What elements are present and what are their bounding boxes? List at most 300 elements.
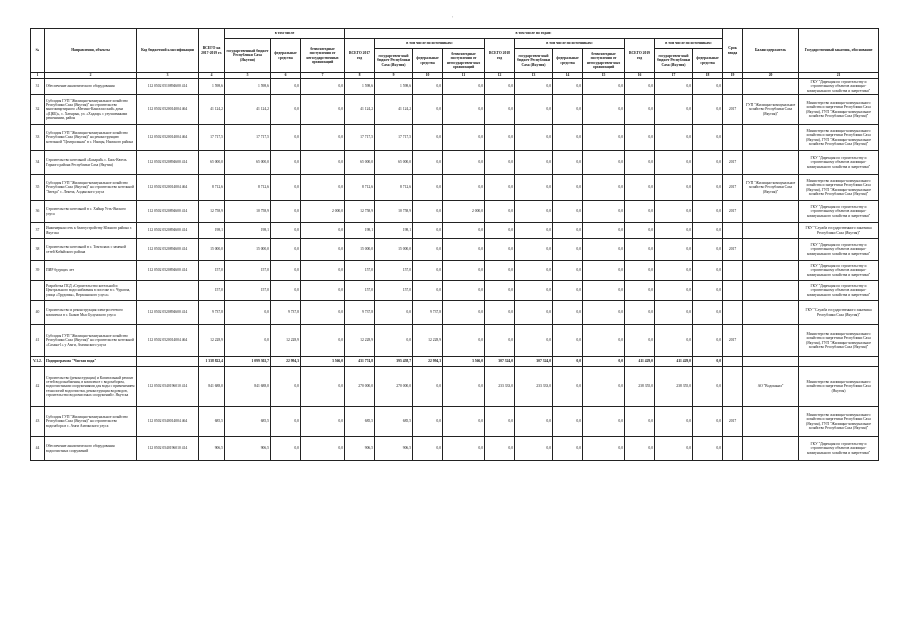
group-2019-sources: в том числе по источникам: (655, 39, 723, 49)
row-2019-total: 0,0 (625, 223, 655, 239)
col-number-cell: 21 (799, 73, 879, 79)
row-2018-state: 0,0 (515, 95, 553, 125)
row-total: 157,0 (199, 281, 225, 301)
row-srok: 2017 (723, 407, 743, 437)
row-2018-federal: 0,0 (553, 175, 583, 201)
row-balance-holder (743, 125, 799, 151)
row-2017-federal: 0,0 (413, 239, 443, 261)
col-number-cell: 7 (301, 73, 345, 79)
row-balance-holder (743, 437, 799, 461)
row-customer: Министерство жилищно-коммунального хозяйства и энергетики Республики Саха (Якутия), ГУП "Жилищно-коммунальное хозяйство Республики Саха (Якутия)" (799, 175, 879, 201)
row-balance-holder (743, 357, 799, 367)
row-2017-nongov: 0,0 (443, 151, 485, 175)
row-srok (723, 367, 743, 407)
col-number-cell: 13 (515, 73, 553, 79)
col-number-cell: 14 (553, 73, 583, 79)
row-state-budget: 157,0 (225, 261, 271, 281)
row-2018-federal: 0,0 (553, 367, 583, 407)
table-row (31, 239, 879, 261)
row-kbk: 112 0502 0520014004 464 (137, 125, 199, 151)
row-srok (723, 437, 743, 461)
row-number (31, 281, 45, 301)
row-name: Разработка ПСД «Строительство котельной и Центрального водоснабжения в поселке в с. Чурапча, улица «Трудовая», Верхоянского улуса» (45, 281, 137, 301)
row-2018-total: 0,0 (485, 175, 515, 201)
row-2018-federal: 0,0 (553, 281, 583, 301)
col-kbk: Код бюджетной классификации (137, 29, 199, 73)
table-row (31, 261, 879, 281)
row-total: 12 228,9 (199, 325, 225, 357)
row-kbk: 112 0502 0540196010 414 (137, 367, 199, 407)
row-2018-state: 0,0 (515, 281, 553, 301)
row-2018-total: 0,0 (485, 407, 515, 437)
row-2018-state: 0,0 (515, 79, 553, 95)
row-number: 34 (31, 151, 45, 175)
row-2017-nongov: 0,0 (443, 79, 485, 95)
row-2019-state: 0,0 (655, 125, 693, 151)
col-2018-federal: федеральные средства (553, 49, 583, 73)
row-2017-total: 157,0 (345, 261, 375, 281)
row-2019-federal: 0,0 (693, 367, 723, 407)
row-2017-federal: 0,0 (413, 125, 443, 151)
row-2017-nongov: 0,0 (443, 281, 485, 301)
table-row (31, 151, 879, 175)
col-2019-federal: федеральные средства (693, 49, 723, 73)
row-srok (723, 223, 743, 239)
row-2019-total: 0,0 (625, 201, 655, 223)
row-2018-nongov: 0,0 (583, 301, 625, 325)
col-number-cell: 10 (413, 73, 443, 79)
row-number: 44 (31, 437, 45, 461)
row-kbk: 112 0502 0520014004 464 (137, 325, 199, 357)
row-balance-holder (743, 223, 799, 239)
row-balance-holder: АО "Водоканал" (743, 367, 799, 407)
row-state-budget: 17 717,5 (225, 125, 271, 151)
row-2017-nongov: 0,0 (443, 239, 485, 261)
col-number-cell: 3 (137, 73, 199, 79)
row-balance-holder (743, 261, 799, 281)
row-2017-total: 41 124,2 (345, 95, 375, 125)
row-name: Подпрограмма "Чистая вода" (45, 357, 137, 367)
row-nongov: 3 566,0 (301, 357, 345, 367)
row-customer: ГКУ "Дирекция по строительству и строительному объектов жилищно-коммунального хозяйства и энергетики" (799, 261, 879, 281)
investment-program-table (30, 28, 879, 461)
col-2018-total: ВСЕГО 2018 год (485, 39, 515, 73)
row-balance-holder: ГУП "Жилищно-коммунальное хозяйство Республики Саха (Якутия)" (743, 95, 799, 125)
row-customer: ГКУ "Служба государственного заказчика Республики Саха (Якутия)" (799, 301, 879, 325)
table-row (31, 281, 879, 301)
row-2017-total: 12 228,9 (345, 325, 375, 357)
row-2018-total: 0,0 (485, 125, 515, 151)
row-2019-federal: 0,0 (693, 261, 723, 281)
row-2017-nongov: 0,0 (443, 301, 485, 325)
row-2018-federal: 0,0 (553, 201, 583, 223)
row-2019-state: 0,0 (655, 223, 693, 239)
row-customer: ГКУ "Дирекция по строительству и строительному объектов жилищно-коммунального хозяйства и энергетики" (799, 151, 879, 175)
table-row (31, 407, 879, 437)
row-balance-holder (743, 151, 799, 175)
col-number-cell: 17 (655, 73, 693, 79)
row-srok: 2017 (723, 201, 743, 223)
row-2018-nongov: 0,0 (583, 281, 625, 301)
group-by-source: в том числе (225, 29, 345, 39)
row-name: ПИР будущих лет (45, 261, 137, 281)
row-2017-total: 685,5 (345, 407, 375, 437)
row-kbk: 112 0502 0520894600 414 (137, 301, 199, 325)
row-2018-state: 307 324,0 (515, 357, 553, 367)
row-2017-total: 65 000,0 (345, 151, 375, 175)
row-2018-federal: 0,0 (553, 223, 583, 239)
row-2018-federal: 0,0 (553, 437, 583, 461)
row-2017-nongov: 0,0 (443, 125, 485, 151)
row-kbk: 112 0502 0520014004 464 (137, 175, 199, 201)
row-2017-state: 685,5 (375, 407, 413, 437)
row-state-budget: 685,5 (225, 407, 271, 437)
subprogram-row (31, 357, 879, 367)
row-customer: Министерство жилищно-коммунального хозяйства и энергетики Республики Саха (Якутия), ГУП "Жилищно-коммунальное хозяйство Республики Саха (Якутия)" (799, 407, 879, 437)
col-number-cell: 15 (583, 73, 625, 79)
row-2017-federal: 9 737,8 (413, 301, 443, 325)
table-row (31, 79, 879, 95)
row-2019-federal: 0,0 (693, 223, 723, 239)
row-2019-state: 0,0 (655, 407, 693, 437)
table-row (31, 175, 879, 201)
col-number-cell: 6 (271, 73, 301, 79)
row-2018-state: 0,0 (515, 261, 553, 281)
row-2018-federal: 0,0 (553, 95, 583, 125)
row-2017-state: 906,5 (375, 437, 413, 461)
row-2017-nongov: 0,0 (443, 325, 485, 357)
col-balance-holder: Балансодержатель (743, 29, 799, 73)
row-total: 9 737,8 (199, 301, 225, 325)
row-2018-nongov: 0,0 (583, 407, 625, 437)
table-header (31, 29, 879, 79)
col-number-cell: 5 (225, 73, 271, 79)
row-2018-total: 0,0 (485, 437, 515, 461)
row-2017-state: 41 124,2 (375, 95, 413, 125)
row-state-budget: 157,0 (225, 281, 271, 301)
row-nongov: 0,0 (301, 437, 345, 461)
row-2017-total: 15 000,0 (345, 239, 375, 261)
row-federal: 0,0 (271, 367, 301, 407)
group-2018-sources: в том числе по источникам: (515, 39, 625, 49)
row-2017-state: 8 712,6 (375, 175, 413, 201)
row-2018-total: 0,0 (485, 239, 515, 261)
row-2017-state: 395 458,7 (375, 357, 413, 367)
row-2017-nongov: 3 566,0 (443, 357, 485, 367)
row-2018-total: 0,0 (485, 201, 515, 223)
row-srok: 2017 (723, 175, 743, 201)
col-state-budget: государственный бюджет Республики Саха (Якутия) (225, 39, 271, 73)
row-federal: 0,0 (271, 407, 301, 437)
row-2019-federal: 0,0 (693, 407, 723, 437)
row-kbk: 112 0502 0520894600 414 (137, 239, 199, 261)
row-2017-total: 17 717,5 (345, 125, 375, 151)
row-name: Строительство котельной в с. Томтолаах с заменой сетей Кобяйского района (45, 239, 137, 261)
top-mark: , (452, 14, 453, 18)
row-2017-federal: 0,0 (413, 175, 443, 201)
row-number: 42 (31, 367, 45, 407)
row-2019-state: 0,0 (655, 201, 693, 223)
row-customer: Министерство жилищно-коммунального хозяйства и энергетики Республики Саха (Якутия), ГУП "Жилищно-коммунальное хозяйство Республики Саха (Якутия)" (799, 325, 879, 357)
row-2018-total: 233 333,0 (485, 367, 515, 407)
row-2019-state: 0,0 (655, 301, 693, 325)
row-2017-nongov: 0,0 (443, 95, 485, 125)
row-2018-federal: 0,0 (553, 301, 583, 325)
row-2019-state: 0,0 (655, 175, 693, 201)
row-2017-federal: 0,0 (413, 95, 443, 125)
row-kbk: 112 0502 0510894600 414 (137, 79, 199, 95)
row-federal: 0,0 (271, 261, 301, 281)
row-state-budget: 10 758,9 (225, 201, 271, 223)
row-number: 35 (31, 175, 45, 201)
col-number-cell: 16 (625, 73, 655, 79)
row-2019-state: 0,0 (655, 261, 693, 281)
row-name: Субсидия ГУП "Жилищно-коммунальное хозяйство Республики Саха (Якутия)" на строительство котельной «Сахаяа-1» у Амги, Амгинского улуса (45, 325, 137, 357)
row-2019-federal: 0,0 (693, 95, 723, 125)
row-2017-nongov: 0,0 (443, 367, 485, 407)
row-kbk: 112 0502 0520014004 464 (137, 95, 199, 125)
col-number-cell: 1 (31, 73, 45, 79)
row-2019-federal: 0,0 (693, 201, 723, 223)
row-2018-nongov: 0,0 (583, 151, 625, 175)
col-2018-state: государствен-ный бюджет Республики Саха (Якутия) (515, 49, 553, 73)
row-2019-total: 0,0 (625, 281, 655, 301)
row-2019-federal: 0,0 (693, 301, 723, 325)
row-total: 15 000,0 (199, 239, 225, 261)
row-federal: 0,0 (271, 239, 301, 261)
row-2017-federal: 12 228,9 (413, 325, 443, 357)
row-nongov: 0,0 (301, 239, 345, 261)
row-2018-state: 0,0 (515, 201, 553, 223)
row-total: 12 758,9 (199, 201, 225, 223)
row-number: 40 (31, 301, 45, 325)
row-number: 36 (31, 201, 45, 223)
row-customer: ГКУ "Служба государственного заказчика Республики Саха (Якутия)" (799, 223, 879, 239)
row-kbk: 112 0502 0540196010 414 (137, 437, 199, 461)
row-2017-total: 9 737,8 (345, 301, 375, 325)
row-2018-federal: 0,0 (553, 125, 583, 151)
row-total: 198,1 (199, 223, 225, 239)
row-2019-state: 0,0 (655, 151, 693, 175)
row-nongov: 0,0 (301, 261, 345, 281)
row-name: Строительство котельной «Бахарай» с. Бясь-Кюель Горного района Республики Саха (Якутия) (45, 151, 137, 175)
row-2019-total: 0,0 (625, 301, 655, 325)
row-2018-state: 0,0 (515, 325, 553, 357)
row-number: 33 (31, 125, 45, 151)
row-nongov: 0,0 (301, 79, 345, 95)
group-by-years: в том числе по годам: (345, 29, 723, 39)
row-2017-total: 1 598,6 (345, 79, 375, 95)
row-2018-total: 0,0 (485, 151, 515, 175)
row-2018-state: 0,0 (515, 125, 553, 151)
col-number-cell: 2 (45, 73, 137, 79)
col-2017-total: ВСЕГО 2017 год (345, 39, 375, 73)
row-balance-holder (743, 407, 799, 437)
row-2017-federal: 0,0 (413, 79, 443, 95)
row-kbk: 112 0502 0540014004 464 (137, 407, 199, 437)
row-state-budget: 1 598,6 (225, 79, 271, 95)
row-2018-nongov: 0,0 (583, 239, 625, 261)
row-2017-total: 8 712,6 (345, 175, 375, 201)
row-federal: 0,0 (271, 125, 301, 151)
row-nongov: 0,0 (301, 281, 345, 301)
row-2017-nongov: 0,0 (443, 261, 485, 281)
row-number: 41 (31, 325, 45, 357)
row-number: V.1.2. (31, 357, 45, 367)
row-2017-total: 270 000,0 (345, 367, 375, 407)
row-2017-state: 157,0 (375, 261, 413, 281)
row-federal: 0,0 (271, 281, 301, 301)
row-state-budget: 841 688,0 (225, 367, 271, 407)
budget-table-sheet (30, 28, 878, 461)
col-srok: Срок ввода (723, 29, 743, 73)
row-2018-federal: 0,0 (553, 407, 583, 437)
row-2017-state: 157,0 (375, 281, 413, 301)
row-2018-nongov: 0,0 (583, 95, 625, 125)
row-2019-total: 0,0 (625, 95, 655, 125)
row-customer: Министерство жилищно-коммунального хозяйства и энергетики Республики Саха (Якутия), ГУП "Жилищно-коммунальное хозяйство Республики Саха (Якутия)" (799, 125, 879, 151)
row-federal: 22 994,3 (271, 357, 301, 367)
row-srok (723, 301, 743, 325)
col-2018-nongov: безвозмездные поступления от негосударствен-ных организаций (583, 49, 625, 73)
row-state-budget: 8 712,6 (225, 175, 271, 201)
row-customer: ГКУ "Дирекция по строительству и строительному объектов жилищно-коммунального хозяйства и энергетики" (799, 201, 879, 223)
row-2018-nongov: 0,0 (583, 125, 625, 151)
row-2017-nongov: 0,0 (443, 175, 485, 201)
col-name: Направления, объекты (45, 29, 137, 73)
row-srok (723, 261, 743, 281)
row-2018-total: 0,0 (485, 223, 515, 239)
row-2018-federal: 0,0 (553, 79, 583, 95)
col-nongov: безвозмездные поступления от негосударственных организаций (301, 39, 345, 73)
row-2017-federal: 0,0 (413, 201, 443, 223)
row-2019-state: 0,0 (655, 437, 693, 461)
row-2019-state: 0,0 (655, 95, 693, 125)
row-2019-state: 0,0 (655, 79, 693, 95)
row-kbk (137, 281, 199, 301)
row-kbk: 112 0502 0520894600 414 (137, 261, 199, 281)
row-2018-state: 0,0 (515, 223, 553, 239)
row-number: 38 (31, 239, 45, 261)
row-2018-federal: 0,0 (553, 325, 583, 357)
row-2019-total: 0,0 (625, 79, 655, 95)
row-total: 906,5 (199, 437, 225, 461)
row-2017-state: 10 758,9 (375, 201, 413, 223)
row-2018-nongov: 0,0 (583, 175, 625, 201)
row-2018-total: 0,0 (485, 79, 515, 95)
table-row (31, 325, 879, 357)
col-number-cell: 20 (743, 73, 799, 79)
row-2019-total: 0,0 (625, 151, 655, 175)
col-2019-state: государствен-ный бюджет Республики Саха (Якутия) (655, 49, 693, 73)
row-number: 39 (31, 261, 45, 281)
row-2019-total: 0,0 (625, 325, 655, 357)
row-customer: Министерство жилищно-коммунального хозяйства и энергетики Республики Саха (Якутия), ГУП "Жилищно-коммунальное хозяйство Республики Саха (Якутия)" (799, 95, 879, 125)
row-2018-federal: 0,0 (553, 261, 583, 281)
row-2017-federal: 0,0 (413, 407, 443, 437)
row-srok (723, 357, 743, 367)
row-balance-holder (743, 325, 799, 357)
row-2018-total: 0,0 (485, 301, 515, 325)
table-row (31, 367, 879, 407)
row-total: 1 338 822,4 (199, 357, 225, 367)
row-nongov: 0,0 (301, 301, 345, 325)
table-body (31, 79, 879, 461)
row-state-budget: 0,0 (225, 301, 271, 325)
row-federal: 0,0 (271, 201, 301, 223)
row-2019-federal: 0,0 (693, 281, 723, 301)
row-srok: 2017 (723, 325, 743, 357)
table-row (31, 201, 879, 223)
row-balance-holder (743, 79, 799, 95)
row-2019-federal: 0,0 (693, 125, 723, 151)
group-2017-sources: в том числе по источникам: (375, 39, 485, 49)
row-federal: 0,0 (271, 223, 301, 239)
row-2017-state: 65 000,0 (375, 151, 413, 175)
row-2017-state: 0,0 (375, 301, 413, 325)
row-srok: 2017 (723, 239, 743, 261)
row-2018-state: 0,0 (515, 175, 553, 201)
row-federal: 12 228,9 (271, 325, 301, 357)
row-srok: 2017 (723, 95, 743, 125)
table-row (31, 95, 879, 125)
row-nongov: 0,0 (301, 407, 345, 437)
row-2017-state: 17 717,5 (375, 125, 413, 151)
col-2019-total: ВСЕГО 2019 год (625, 39, 655, 73)
row-kbk: 112 0502 0520894600 414 (137, 223, 199, 239)
row-2017-federal: 0,0 (413, 223, 443, 239)
row-federal: 9 737,8 (271, 301, 301, 325)
row-2018-nongov: 0,0 (583, 79, 625, 95)
row-2018-state: 233 333,0 (515, 367, 553, 407)
col-number-cell: 4 (199, 73, 225, 79)
row-2019-total: 0,0 (625, 125, 655, 151)
row-2017-nongov: 2 000,0 (443, 201, 485, 223)
row-customer (799, 357, 879, 367)
row-balance-holder (743, 201, 799, 223)
row-srok (723, 281, 743, 301)
row-srok (723, 125, 743, 151)
row-balance-holder (743, 281, 799, 301)
col-total: ВСЕГО на 2017-2019 гг. (199, 29, 225, 73)
row-2019-total: 0,0 (625, 407, 655, 437)
col-customer: Государственный заказчик, обоснование (799, 29, 879, 73)
row-2017-total: 12 758,9 (345, 201, 375, 223)
row-name: Строительство котельной в с. Хайыр Усть-Янского улуса (45, 201, 137, 223)
col-number-cell: 11 (443, 73, 485, 79)
row-2017-total: 906,5 (345, 437, 375, 461)
row-nongov: 2 000,0 (301, 201, 345, 223)
row-2019-total: 0,0 (625, 437, 655, 461)
row-2017-total: 431 774,8 (345, 357, 375, 367)
row-2018-nongov: 0,0 (583, 325, 625, 357)
row-2017-federal: 0,0 (413, 367, 443, 407)
row-2017-state: 15 000,0 (375, 239, 413, 261)
row-total: 41 124,2 (199, 95, 225, 125)
row-2017-total: 198,1 (345, 223, 375, 239)
row-total: 8 712,6 (199, 175, 225, 201)
row-2018-nongov: 0,0 (583, 437, 625, 461)
col-2017-federal: федеральные средства (413, 49, 443, 73)
row-2017-federal: 0,0 (413, 437, 443, 461)
row-state-budget: 41 124,2 (225, 95, 271, 125)
row-total: 157,0 (199, 261, 225, 281)
row-2019-federal: 0,0 (693, 239, 723, 261)
row-2019-state: 238 355,0 (655, 367, 693, 407)
col-number-cell: 9 (375, 73, 413, 79)
row-number: 43 (31, 407, 45, 437)
row-2018-state: 0,0 (515, 151, 553, 175)
